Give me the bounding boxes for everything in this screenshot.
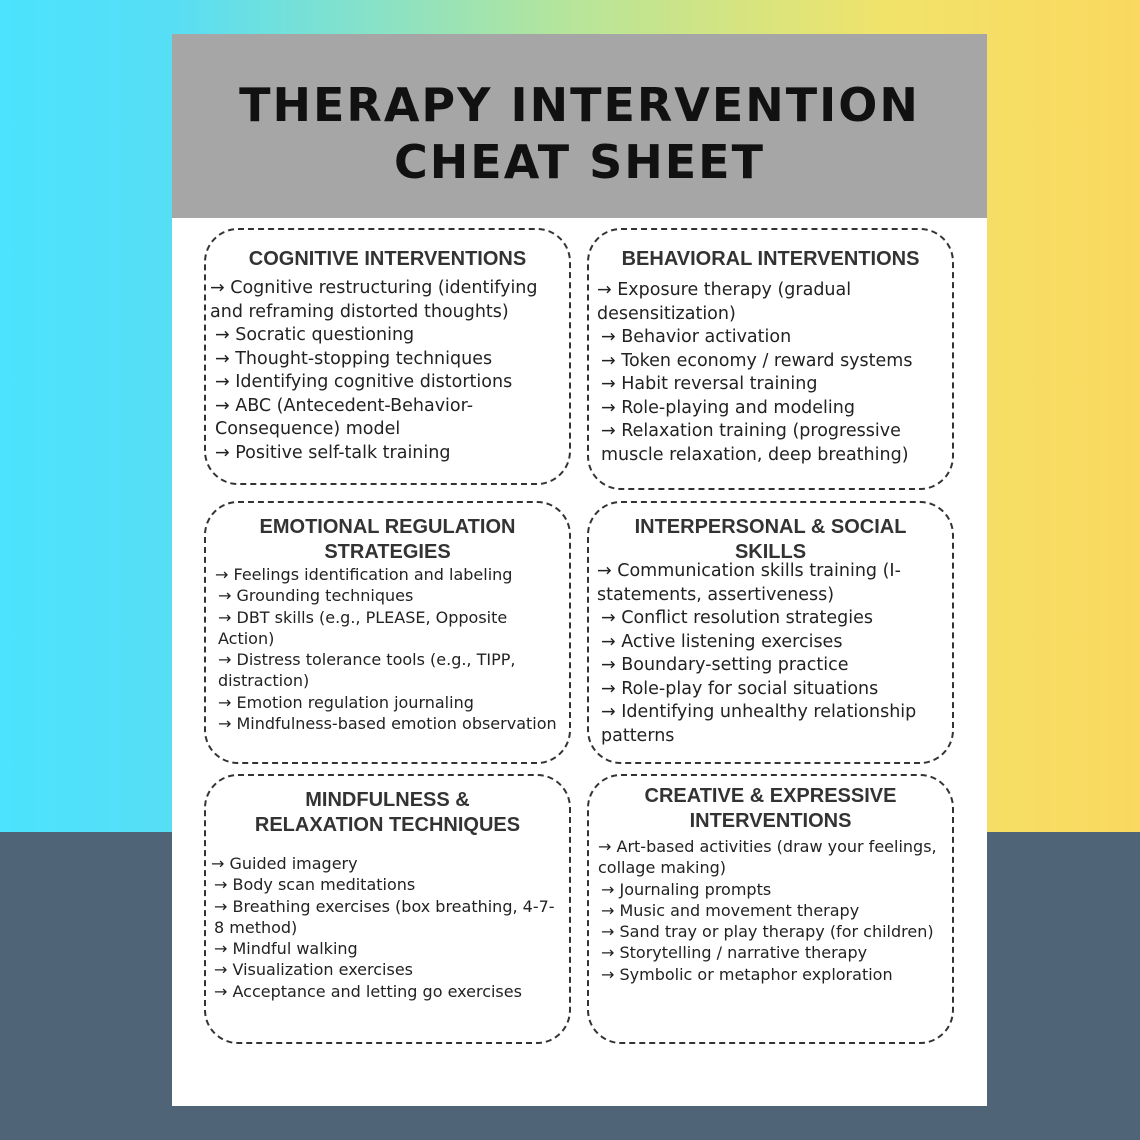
list-item: → Positive self-talk training bbox=[215, 442, 451, 463]
card-title-line: RELAXATION TECHNIQUES bbox=[254, 814, 521, 836]
list-item: → Journaling prompts bbox=[601, 879, 772, 899]
list-item: → Cognitive restructuring (identifying and reframing distorted thoughts) bbox=[210, 278, 538, 322]
list-item: → Conflict resolution strategies bbox=[601, 608, 873, 628]
card-title-line: MINDFULNESS & bbox=[305, 789, 470, 811]
card-behavioral-interventions bbox=[587, 228, 954, 490]
card-emotional-regulation bbox=[204, 501, 571, 764]
list-item: → Socratic questioning bbox=[215, 325, 415, 345]
intervention-list bbox=[215, 564, 561, 734]
card-title-line: SKILLS bbox=[734, 541, 807, 563]
list-item: → DBT skills (e.g., PLEASE, Opposite Action) bbox=[218, 607, 508, 648]
list-item: → Acceptance and letting go exercises bbox=[214, 981, 522, 1001]
intervention-list bbox=[211, 853, 561, 1002]
list-item: → Behavior activation bbox=[601, 327, 792, 347]
intervention-list bbox=[597, 560, 944, 748]
card-title-line: INTERVENTIONS bbox=[689, 810, 852, 832]
list-item: → Grounding techniques bbox=[218, 586, 414, 606]
page-title-line-1: THERAPY INTERVENTION bbox=[239, 78, 920, 132]
list-item: → Communication skills training (I-statements, assertiveness) bbox=[597, 561, 901, 605]
list-item: → Boundary-setting practice bbox=[601, 655, 849, 675]
card-title-line: STRATEGIES bbox=[324, 541, 451, 563]
list-item: → Storytelling / narrative therapy bbox=[601, 943, 868, 963]
card-title bbox=[206, 788, 569, 838]
intervention-list bbox=[598, 836, 944, 985]
list-item: → Music and movement therapy bbox=[601, 900, 860, 920]
card-title-line: BEHAVIORAL INTERVENTIONS bbox=[621, 248, 920, 270]
list-item: → Role-playing and modeling bbox=[601, 397, 855, 418]
cheat-sheet-page bbox=[172, 34, 987, 1106]
list-item: → Emotion regulation journaling bbox=[218, 692, 474, 712]
card-title-line: EMOTIONAL REGULATION bbox=[259, 516, 516, 538]
list-item: → Mindfulness-based emotion observation bbox=[218, 714, 557, 734]
card-title bbox=[589, 515, 952, 565]
list-item: → ABC (Antecedent-Behavior-Consequence) model bbox=[215, 395, 474, 439]
list-item: → Identifying unhealthy relationship patterns bbox=[601, 702, 917, 746]
card-title-line: CREATIVE & EXPRESSIVE bbox=[644, 785, 897, 807]
list-item: → Habit reversal training bbox=[601, 374, 818, 394]
card-interpersonal-social-skills bbox=[587, 501, 954, 764]
card-title bbox=[206, 515, 569, 565]
list-item: → Role-play for social situations bbox=[601, 678, 879, 699]
list-item: → Exposure therapy (gradual desensitization) bbox=[597, 280, 852, 324]
card-title bbox=[589, 247, 952, 272]
intervention-list bbox=[597, 279, 944, 467]
list-item: → Feelings identification and labeling bbox=[215, 565, 513, 584]
list-item: → Visualization exercises bbox=[214, 960, 414, 980]
card-title bbox=[589, 784, 952, 834]
card-mindfulness-relaxation bbox=[204, 774, 571, 1044]
list-item: → Body scan meditations bbox=[214, 875, 416, 895]
list-item: → Relaxation training (progressive muscle relaxation, deep breathing) bbox=[601, 421, 909, 465]
card-creative-expressive bbox=[587, 774, 954, 1044]
list-item: → Symbolic or metaphor exploration bbox=[601, 964, 893, 984]
page-title-line-2: CHEAT SHEET bbox=[394, 135, 765, 189]
list-item: → Guided imagery bbox=[211, 854, 358, 873]
card-title-line: COGNITIVE INTERVENTIONS bbox=[248, 248, 527, 270]
list-item: → Identifying cognitive distortions bbox=[215, 372, 513, 392]
header-banner bbox=[172, 34, 987, 218]
list-item: → Sand tray or play therapy (for children) bbox=[601, 922, 934, 942]
list-item: → Breathing exercises (box breathing, 4-7-8 method) bbox=[214, 896, 555, 937]
list-item: → Token economy / reward systems bbox=[601, 350, 913, 371]
list-item: → Distress tolerance tools (e.g., TIPP, distraction) bbox=[218, 650, 516, 691]
list-item: → Active listening exercises bbox=[601, 631, 843, 652]
list-item: → Mindful walking bbox=[214, 939, 358, 959]
intervention-list bbox=[210, 277, 561, 465]
list-item: → Art-based activities (draw your feelings, collage making) bbox=[598, 837, 937, 878]
list-item: → Thought-stopping techniques bbox=[215, 348, 493, 369]
card-title bbox=[206, 247, 569, 272]
card-title-line: INTERPERSONAL & SOCIAL bbox=[634, 516, 907, 538]
card-cognitive-interventions bbox=[204, 228, 571, 485]
